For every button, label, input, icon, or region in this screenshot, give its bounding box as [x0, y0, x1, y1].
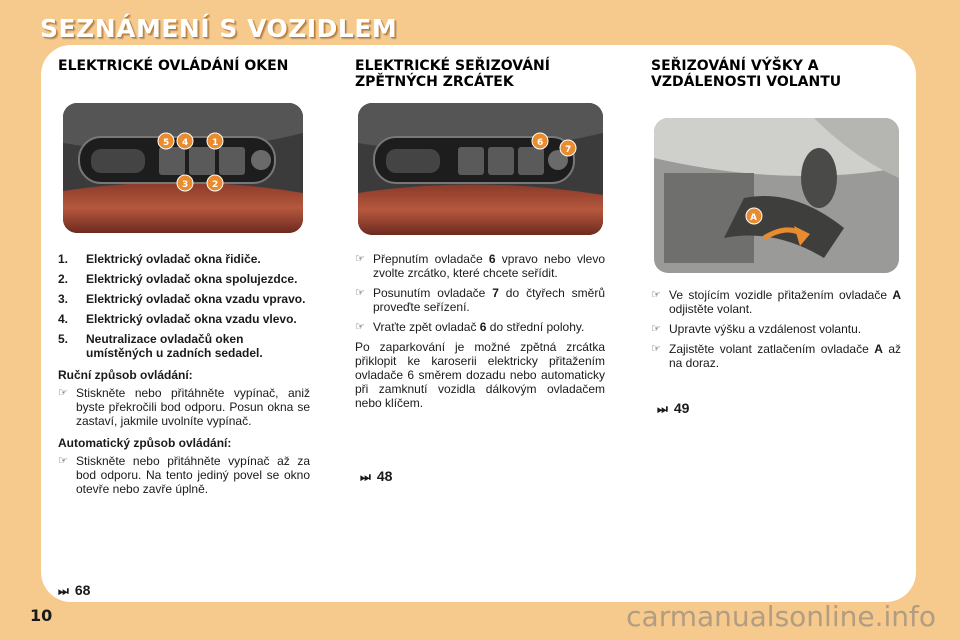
pointing-hand-icon: ☞: [355, 321, 365, 333]
page-reference-49[interactable]: ⏭ 49: [657, 400, 690, 416]
mirror-switch-photo: [358, 103, 603, 235]
svg-text:1: 1: [212, 138, 219, 148]
list-item: 5. Neutralizace ovladačů oken umístěných u zadních sedadel.: [58, 332, 263, 360]
section-heading-steering: SEŘIZOVÁNÍ VÝŠKY A VZDÁLENOSTI VOLANTU: [651, 58, 842, 90]
steering-step-1: ☞ Ve stojícím vozidle přitažením ovladače A odjistěte volant.: [651, 288, 901, 316]
svg-text:3: 3: [182, 180, 189, 190]
badge-2-icon: [207, 175, 223, 191]
window-switch-photo: [63, 103, 303, 233]
fast-forward-icon: ⏭: [58, 584, 69, 598]
pointing-hand-icon: ☞: [651, 323, 661, 335]
steering-step-3: ☞ Zajistěte volant zatlačením ovladače A až na doraz.: [651, 342, 901, 370]
mirror-step-3: ☞ Vraťte zpět ovladač 6 do střední polohy.: [355, 320, 585, 334]
steering-lever-photo: [654, 118, 899, 273]
list-item: 4. Elektrický ovladač okna vzadu vlevo.: [58, 312, 297, 326]
svg-text:4: 4: [182, 138, 189, 148]
watermark: carmanualsonline.info: [626, 600, 936, 633]
badge-4-icon: [177, 133, 193, 149]
page-reference-68[interactable]: ⏭ 68: [58, 582, 91, 598]
badge-a-icon: [746, 208, 762, 224]
section-heading-mirrors: ELEKTRICKÉ SEŘIZOVÁNÍ ZPĚTNÝCH ZRCÁTEK: [355, 58, 550, 90]
pointing-hand-icon: ☞: [651, 289, 661, 301]
steering-instructions: [651, 288, 901, 376]
page-number: 10: [30, 606, 53, 625]
mirror-step-2: ☞ Posunutím ovladače 7 do čtyřech směrů proveďte seřízení.: [355, 286, 605, 314]
list-item: 1. Elektrický ovladač okna řidiče.: [58, 252, 261, 266]
column-steering: [651, 58, 901, 90]
badge-6-icon: [532, 133, 548, 149]
window-switch-list: [58, 252, 310, 502]
svg-text:6: 6: [537, 138, 544, 148]
list-item: 3. Elektrický ovladač okna vzadu vpravo.: [58, 292, 306, 306]
mirror-fold-paragraph: Po zaparkování je možné zpětná zrcátka přiklopit ke karoserii elektricky přitažením ovladače 6 směrem dozadu nebo automaticky při zamknutí vozidla dálkovým ovladačem nebo klíčem.: [355, 340, 605, 410]
badge-3-icon: [177, 175, 193, 191]
svg-text:7: 7: [565, 145, 572, 155]
svg-text:A: A: [750, 213, 757, 223]
column-window-controls: [58, 58, 310, 74]
svg-text:5: 5: [163, 138, 170, 148]
badge-1-icon: [207, 133, 223, 149]
pointing-hand-icon: ☞: [58, 387, 68, 399]
mirror-instructions: [355, 252, 605, 410]
section-heading-windows: ELEKTRICKÉ OVLÁDÁNÍ OKEN: [58, 58, 289, 74]
badge-5-icon: [158, 133, 174, 149]
pointing-hand-icon: ☞: [355, 253, 365, 265]
badge-7-icon: [560, 140, 576, 156]
manual-mode-text: ☞ Stiskněte nebo přitáhněte vypínač, aniž byste překročili bod odporu. Posun okna se zastaví, jakmile uvolníte vypínač.: [58, 386, 310, 428]
column-mirrors: [355, 58, 605, 90]
page-reference-48[interactable]: ⏭ 48: [360, 468, 393, 484]
steering-step-2: ☞ Upravte výšku a vzdálenost volantu.: [651, 322, 862, 336]
auto-mode-text: ☞ Stiskněte nebo přitáhněte vypínač až za bod odporu. Na tento jediný povel se okno otevře nebo zavře úplně.: [58, 454, 310, 496]
auto-mode-heading: Automatický způsob ovládání:: [58, 436, 232, 450]
page-title: SEZNÁMENÍ S VOZIDLEM: [40, 14, 398, 43]
svg-text:2: 2: [212, 180, 219, 190]
pointing-hand-icon: ☞: [355, 287, 365, 299]
pointing-hand-icon: ☞: [58, 455, 68, 467]
fast-forward-icon: ⏭: [360, 470, 371, 484]
mirror-step-1: ☞ Přepnutím ovladače 6 vpravo nebo vlevo zvolte zrcátko, které chcete seřídit.: [355, 252, 606, 280]
pointing-hand-icon: ☞: [651, 343, 661, 355]
manual-mode-heading: Ruční způsob ovládání:: [58, 368, 193, 382]
fast-forward-icon: ⏭: [657, 402, 668, 416]
list-item: 2. Elektrický ovladač okna spolujezdce.: [58, 272, 298, 286]
